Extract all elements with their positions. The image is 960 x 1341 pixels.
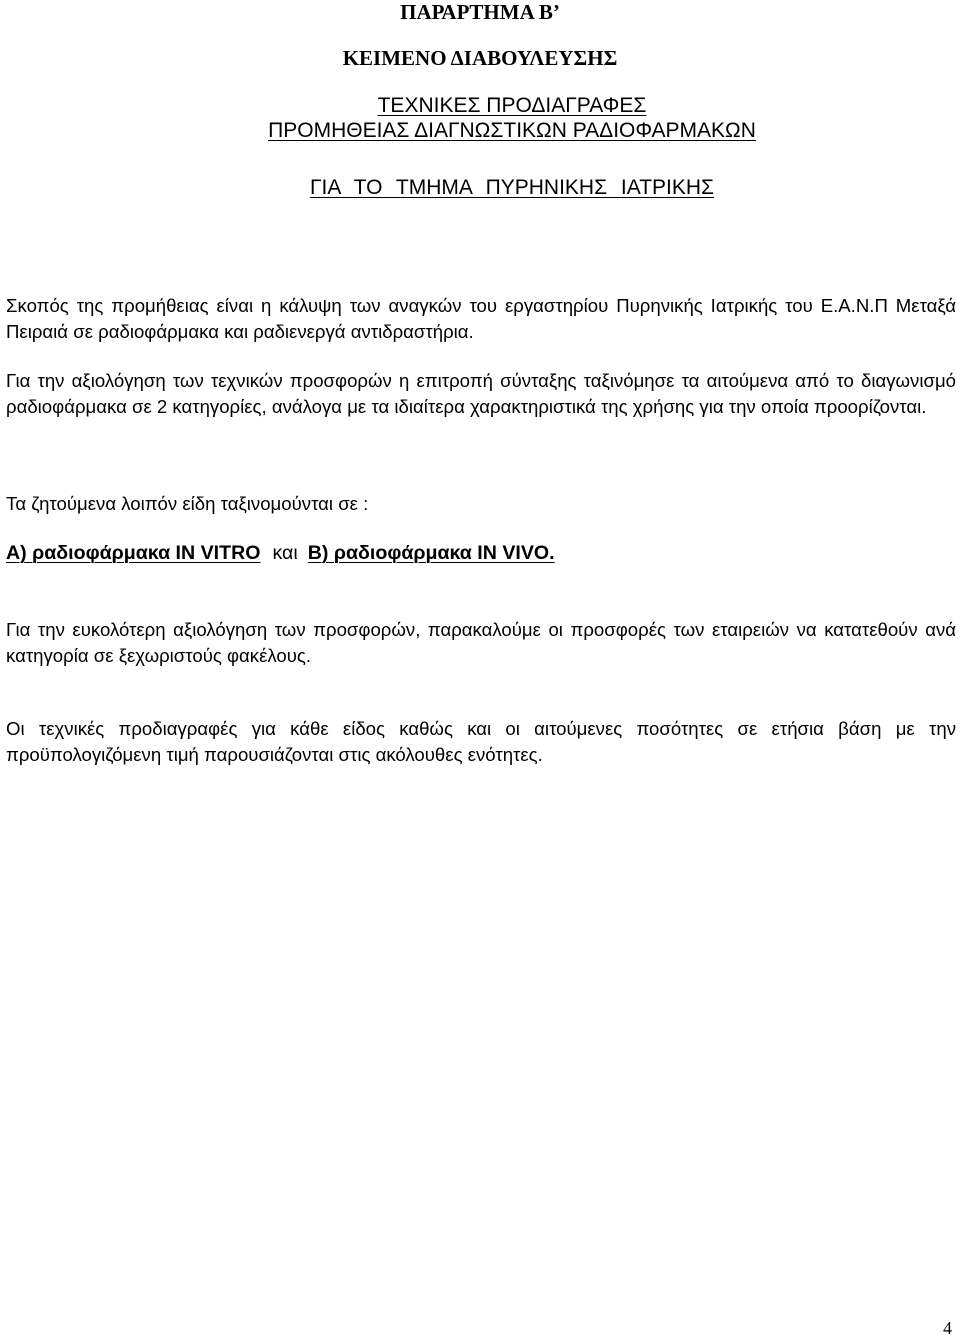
supply-heading: ΠΡΟΜΗΘΕΙΑΣ ΔΙΑΓΝΩΣΤΙΚΩΝ ΡΑΔΙΟΦΑΡΜΑΚΩΝ — [268, 119, 756, 142]
categories-line — [6, 540, 956, 566]
consultation-title: ΚΕΙΜΕΝΟ ΔΙΑΒΟΥΛΕΥΣΗΣ — [342, 46, 618, 70]
specs-paragraph: Οι τεχνικές προδιαγραφές για κάθε είδος καθώς και οι αιτούμενες ποσότητες σε ετήσια βάση με την προϋπολογιζόμενη τιμή παρουσιάζονται στις ακόλουθες ενότητες. — [6, 718, 956, 765]
categories-intro: Τα ζητούμενα λοιπόν είδη ταξινομούνται σε : — [6, 493, 369, 514]
evaluation-paragraph: Για την αξιολόγηση των τεχνικών προσφορών η επιτροπή σύνταξης ταξινόμησε τα αιτούμενα από το διαγωνισμό ραδιοφάρμακα σε 2 κατηγορίες, ανάλογα με τα ιδιαίτερα χαρακτηριστικά της χρήσης για την οποία προορίζονται. — [6, 370, 956, 417]
tech-specs-heading: ΤΕΧΝΙΚΕΣ ΠΡΟΔΙΑΓΡΑΦΕΣ — [377, 94, 647, 117]
submission-paragraph: Για την ευκολότερη αξιολόγηση των προσφορών, παρακαλούμε οι προσφορές των εταιρειών να κατατεθούν ανά κατηγορία σε ξεχωριστούς φακέλους. — [6, 619, 956, 666]
category-in-vitro: Α) ραδιοφάρμακα IN VITRO — [6, 542, 261, 564]
category-in-vivo: Β) ραδιοφάρμακα IN VIVO — [307, 542, 550, 564]
purpose-paragraph: Σκοπός της προμήθειας είναι η κάλυψη των αναγκών του εργαστηρίου Πυρηνικής Ιατρικής του Ε.Α.Ν.Π Μεταξά Πειραιά σε ραδιοφάρμακα και ραδιενεργά αντιδραστήρια. — [6, 295, 956, 342]
categories-conjunction: και — [272, 542, 298, 564]
categories-period: . — [549, 542, 555, 564]
department-heading: ΓΙΑ ΤΟ ΤΜΗΜΑ ΠΥΡΗΝΙΚΗΣ ΙΑΤΡΙΚΗΣ — [309, 176, 715, 199]
annex-title: ΠΑΡΑΡΤΗΜΑ Β’ — [400, 0, 560, 24]
page-number: 4 — [943, 1318, 952, 1338]
